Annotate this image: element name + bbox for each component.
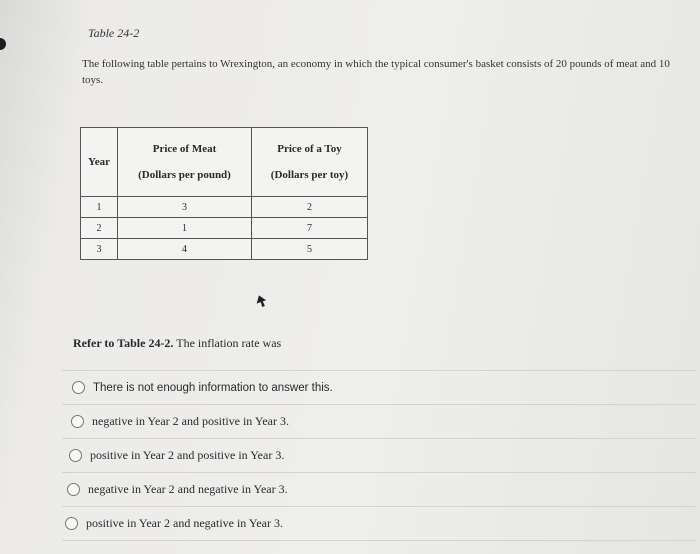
table-row — [81, 239, 368, 260]
header-toy-title: Price of a Toy — [277, 143, 342, 155]
header-toy-unit: (Dollars per toy) — [270, 169, 349, 181]
radio-button[interactable] — [67, 483, 80, 496]
answer-option-label: positive in Year 2 and positive in Year 3. — [90, 448, 285, 462]
radio-button[interactable] — [72, 381, 85, 394]
cell-year: 2 — [81, 218, 118, 239]
cell-toy-price: 2 — [252, 197, 368, 218]
header-toy — [252, 128, 368, 197]
header-year: Year — [81, 128, 118, 197]
table-header-row — [81, 128, 368, 197]
radio-button[interactable] — [71, 415, 84, 428]
answer-options — [62, 370, 696, 541]
answer-option-4[interactable] — [62, 473, 696, 507]
answer-option-label: positive in Year 2 and negative in Year 3. — [86, 516, 283, 530]
cell-year: 1 — [81, 197, 118, 218]
question-text — [73, 336, 281, 351]
cell-toy-price: 5 — [252, 239, 368, 260]
question-reference: Refer to Table 24-2. — [73, 336, 174, 350]
table-intro-text: The following table pertains to Wrexington, an economy in which the typical consumer's basket consists of 20 pounds of meat and 10 toys. — [82, 58, 670, 86]
table-row — [81, 197, 368, 218]
answer-option-label: negative in Year 2 and negative in Year 3. — [88, 482, 288, 496]
price-table — [80, 127, 368, 260]
answer-option-5[interactable] — [62, 507, 696, 541]
cell-meat-price: 3 — [118, 197, 252, 218]
header-meat-title: Price of Meat — [152, 143, 217, 155]
radio-button[interactable] — [65, 517, 78, 530]
answer-option-2[interactable] — [62, 405, 696, 439]
answer-option-label: negative in Year 2 and positive in Year 3. — [92, 414, 289, 428]
radio-button[interactable] — [69, 449, 82, 462]
mouse-cursor-icon — [255, 294, 267, 308]
cell-meat-price: 1 — [118, 218, 252, 239]
cell-meat-price: 4 — [118, 239, 252, 260]
answer-option-3[interactable] — [62, 439, 696, 473]
cell-year: 3 — [81, 239, 118, 260]
table-row — [81, 218, 368, 239]
table-title: Table 24-2 — [88, 26, 140, 40]
answer-option-label: There is not enough information to answer this. — [93, 381, 333, 394]
header-meat-unit: (Dollars per pound) — [138, 169, 231, 181]
question-stem: The inflation rate was — [176, 336, 282, 350]
header-meat — [118, 128, 252, 197]
cell-toy-price: 7 — [252, 218, 368, 239]
answer-option-1[interactable] — [62, 370, 696, 405]
